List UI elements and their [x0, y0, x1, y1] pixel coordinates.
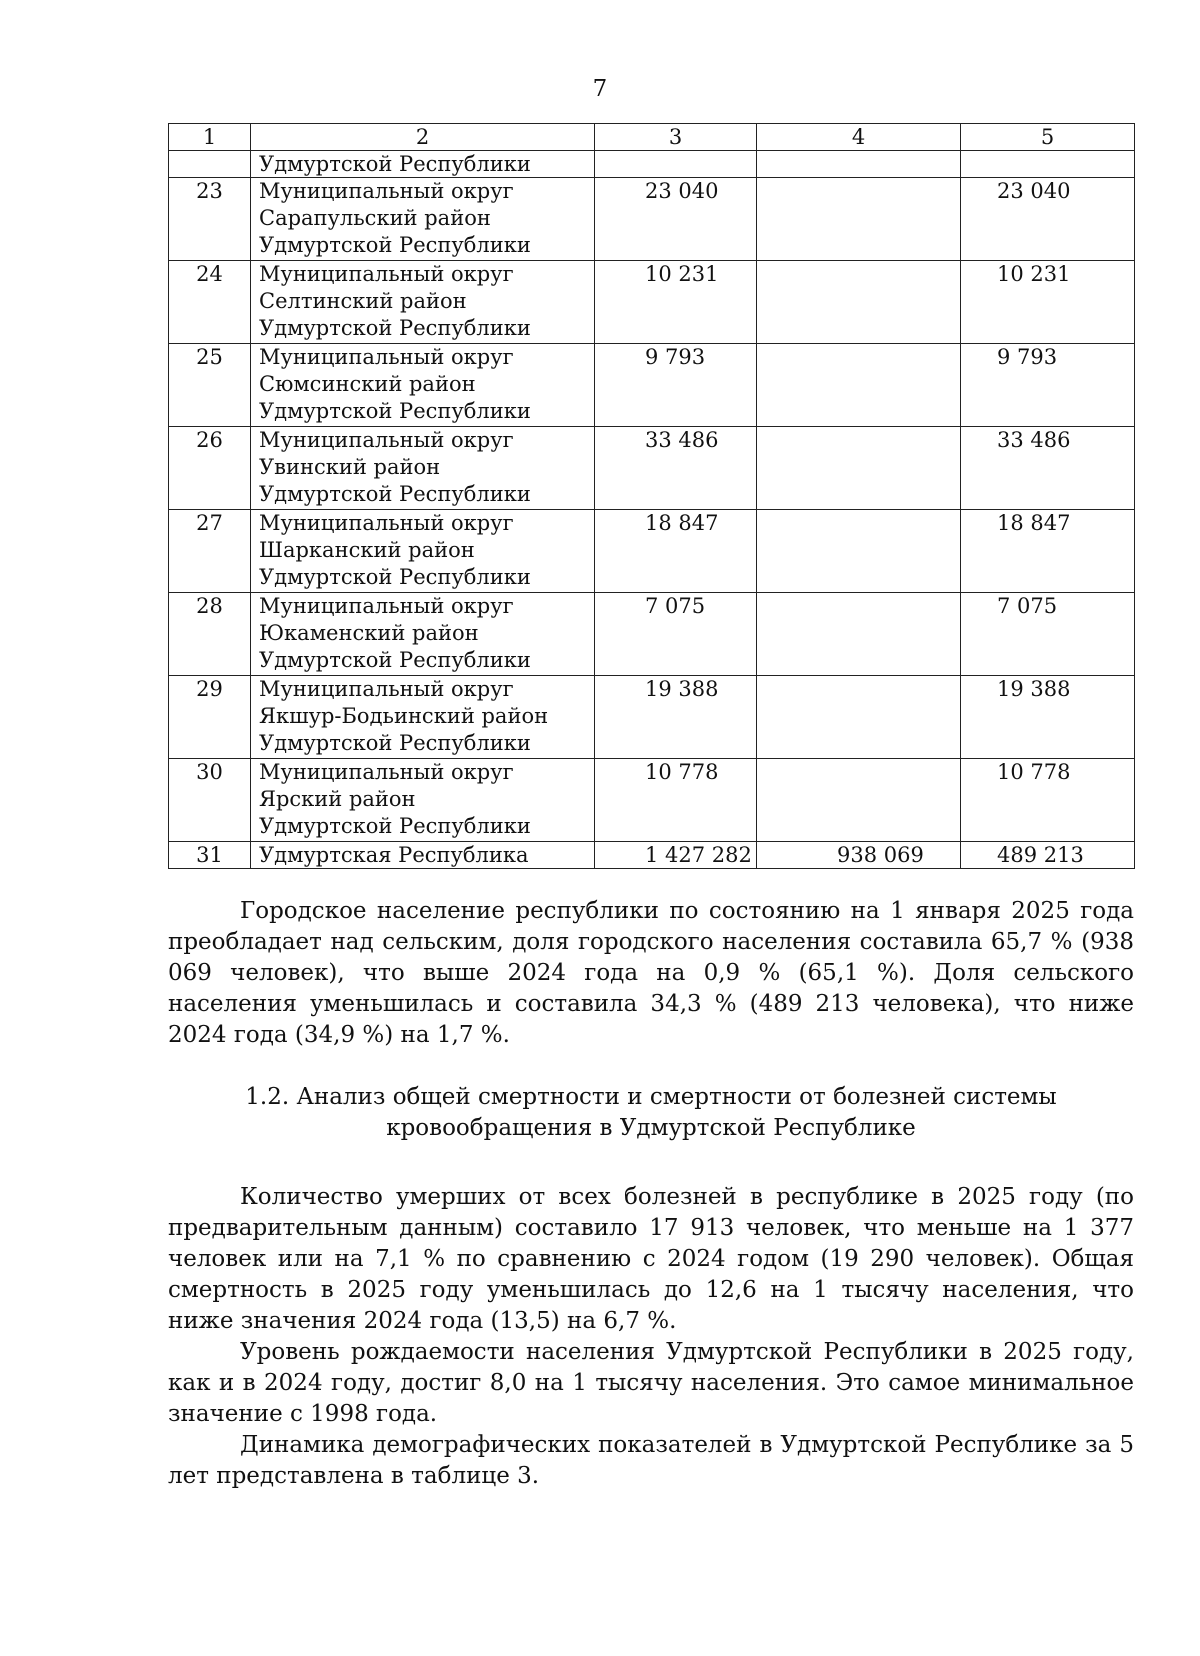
section-heading-line: кровообращения в Удмуртской Республике: [386, 1115, 916, 1141]
table-row: [169, 759, 1135, 842]
municipality-name-cell: Удмуртская Республика: [251, 842, 595, 869]
table-header-cell: 2: [251, 124, 595, 151]
urban-population-cell: [757, 178, 961, 261]
total-population-cell: 23 040: [595, 178, 757, 261]
total-population-cell: 7 075: [595, 593, 757, 676]
section-heading-line: 1.2. Анализ общей смертности и смертности от болезней системы: [245, 1084, 1057, 1110]
rural-population-cell: 489 213: [961, 842, 1135, 869]
table-row: [169, 593, 1135, 676]
table-header-cell: 3: [595, 124, 757, 151]
row-number-cell: 24: [169, 261, 251, 344]
page-number: 7: [592, 76, 608, 102]
row-number-cell: 29: [169, 676, 251, 759]
total-population-cell: 18 847: [595, 510, 757, 593]
section-heading: [168, 1082, 1134, 1144]
mortality-paragraph: Количество умерших от всех болезней в республике в 2025 году (по предварительным данным) составило 17 913 человек, что меньше на 1 377 человек или на 7,1 % по сравнению с 2024 годом (19 290 человек). Общая смертность в 2025 году уменьшилась до 12,6 на 1 тысячу населения, что ниже значения 2024 года (13,5) на 6,7 %.: [168, 1184, 1134, 1334]
municipality-name-cell: Муниципальный округ Юкаменский район Удмуртской Республики: [251, 593, 595, 676]
municipality-name-cell: Муниципальный округ Сюмсинский район Удмуртской Республики: [251, 344, 595, 427]
table-header-cell: 4: [757, 124, 961, 151]
total-population-cell: 1 427 282: [595, 842, 757, 869]
population-table: [168, 123, 1135, 869]
birth-rate-paragraph: Уровень рождаемости населения Удмуртской Республики в 2025 году, как и в 2024 году, достиг 8,0 на 1 тысячу населения. Это самое минимальное значение с 1998 года.: [168, 1339, 1134, 1427]
municipality-name-cell: Муниципальный округ Увинский район Удмуртской Республики: [251, 427, 595, 510]
table-header-cell: 5: [961, 124, 1135, 151]
row-number-cell: [169, 151, 251, 178]
rural-population-cell: [961, 151, 1135, 178]
total-population-cell: 10 778: [595, 759, 757, 842]
table-row: [169, 261, 1135, 344]
urban-population-cell: [757, 676, 961, 759]
rural-population-cell: 18 847: [961, 510, 1135, 593]
rural-population-cell: 10 231: [961, 261, 1135, 344]
urban-population-cell: [757, 151, 961, 178]
urban-population-cell: 938 069: [757, 842, 961, 869]
rural-population-cell: 10 778: [961, 759, 1135, 842]
table-header-cell: 1: [169, 124, 251, 151]
row-number-cell: 27: [169, 510, 251, 593]
municipality-name-cell: Удмуртской Республики: [251, 151, 595, 178]
total-population-cell: 19 388: [595, 676, 757, 759]
table-row: [169, 344, 1135, 427]
table-header-row: [169, 124, 1135, 151]
rural-population-cell: 33 486: [961, 427, 1135, 510]
row-number-cell: 30: [169, 759, 251, 842]
municipality-name-cell: Муниципальный округ Якшур-Бодьинский район Удмуртской Республики: [251, 676, 595, 759]
urban-population-cell: [757, 593, 961, 676]
row-number-cell: 31: [169, 842, 251, 869]
municipality-name-cell: Муниципальный округ Шарканский район Удмуртской Республики: [251, 510, 595, 593]
row-number-cell: 25: [169, 344, 251, 427]
urban-population-cell: [757, 261, 961, 344]
table-row: [169, 178, 1135, 261]
total-population-cell: [595, 151, 757, 178]
table-row: [169, 676, 1135, 759]
rural-population-cell: 7 075: [961, 593, 1135, 676]
total-population-cell: 10 231: [595, 261, 757, 344]
row-number-cell: 26: [169, 427, 251, 510]
urban-population-cell: [757, 344, 961, 427]
rural-population-cell: 23 040: [961, 178, 1135, 261]
urban-rural-paragraph: Городское население республики по состоянию на 1 января 2025 года преобладает над сельским, доля городского населения составила 65,7 % (938 069 человек), что выше 2024 года на 0,9 % (65,1 %). Доля сельского населения уменьшилась и составила 34,3 % (489 213 человека), что ниже 2024 года (34,9 %) на 1,7 %.: [168, 898, 1134, 1048]
municipality-name-cell: Муниципальный округ Ярский район Удмуртской Республики: [251, 759, 595, 842]
total-population-cell: 9 793: [595, 344, 757, 427]
rural-population-cell: 19 388: [961, 676, 1135, 759]
urban-population-cell: [757, 759, 961, 842]
demographics-reference-paragraph: Динамика демографических показателей в Удмуртской Республике за 5 лет представлена в таблице 3.: [168, 1432, 1134, 1489]
table-row: [169, 510, 1135, 593]
table-row-total: [169, 842, 1135, 869]
municipality-name-cell: Муниципальный округ Сарапульский район Удмуртской Республики: [251, 178, 595, 261]
row-number-cell: 28: [169, 593, 251, 676]
total-population-cell: 33 486: [595, 427, 757, 510]
rural-population-cell: 9 793: [961, 344, 1135, 427]
municipality-name-cell: Муниципальный округ Селтинский район Удмуртской Республики: [251, 261, 595, 344]
urban-population-cell: [757, 510, 961, 593]
urban-population-cell: [757, 427, 961, 510]
row-number-cell: 23: [169, 178, 251, 261]
table-row-continuation: [169, 151, 1135, 178]
table-row: [169, 427, 1135, 510]
